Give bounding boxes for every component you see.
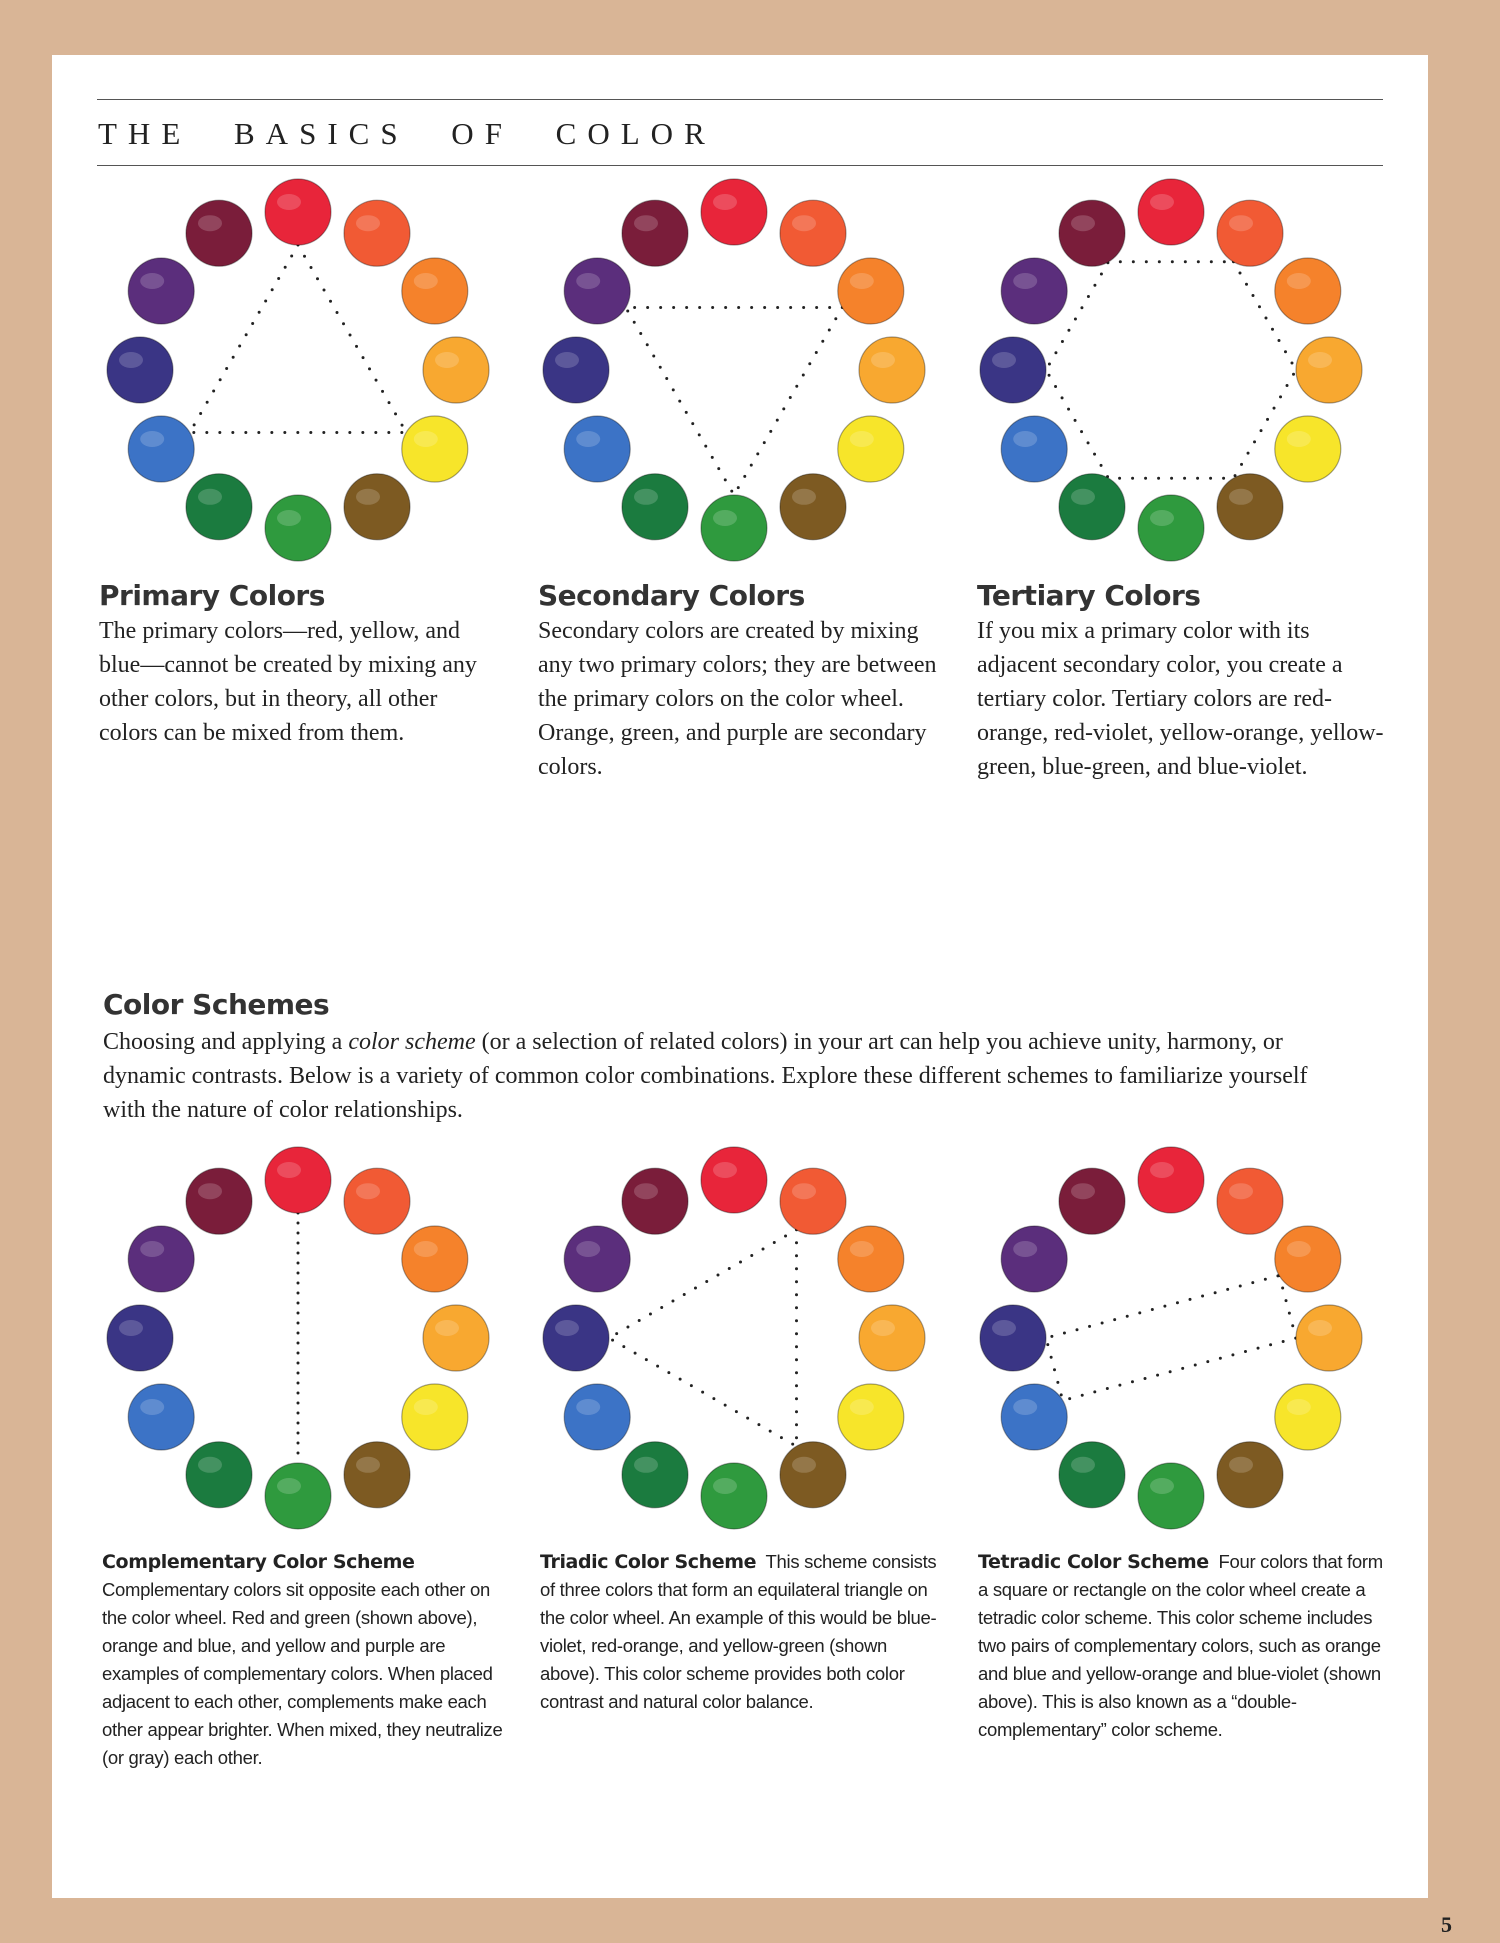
swatch-highlight [1013,1399,1037,1415]
swatch-yellow [1275,1384,1341,1450]
secondary-colors-text: Secondary colors are created by mixing any two primary colors; they are between the primary colors on the color wheel. Orange, green, and purple are secondary colors. [538,618,937,780]
tertiary-colors-title: Tertiary Colors [977,579,1201,612]
swatch-brown [1217,474,1283,540]
swatch-highlight [1229,1457,1253,1473]
swatch-yellow [838,416,904,482]
header-rule-top [97,99,1383,100]
swatch-highlight [356,489,380,505]
secondary-colors-block [538,579,948,784]
swatch-highlight [992,352,1016,368]
swatch-highlight [1150,1478,1174,1494]
swatch-brown [344,474,410,540]
triadic-title: Triadic Color Scheme [540,1551,757,1573]
swatch-red-violet [1059,200,1125,266]
swatch-highlight [713,1162,737,1178]
swatch-yellow-orange [1296,1305,1362,1371]
tetradic-title: Tetradic Color Scheme [978,1551,1209,1573]
swatch-highlight [277,1162,301,1178]
swatch-highlight [414,1241,438,1257]
swatch-highlight [576,431,600,447]
swatch-highlight [850,431,874,447]
swatch-highlight [1071,215,1095,231]
swatch-highlight [576,273,600,289]
swatch-highlight [1287,1399,1311,1415]
swatch-highlight [198,215,222,231]
swatch-highlight [850,1241,874,1257]
swatch-yellow [402,416,468,482]
color-wheel-primary [98,180,518,560]
swatch-violet [1001,258,1067,324]
swatch-highlight [1013,431,1037,447]
swatch-highlight [634,215,658,231]
triadic-caption [540,1548,945,1716]
swatch-violet [1001,1226,1067,1292]
swatch-green [186,1442,252,1508]
swatch-highlight [1071,489,1095,505]
swatch-yellow-green [701,495,767,561]
dotted-connector [609,1230,797,1447]
intro-text-end: (or a selection of related colors) in your art can help you achieve unity, harmony, or dynamic contrasts. Below is a variety of common color combinations. Explore these different schemes to familiarize yourself with the nature of color relationships. [103,1029,1308,1123]
swatch-highlight [555,352,579,368]
swatch-highlight [1287,431,1311,447]
swatch-highlight [1013,1241,1037,1257]
swatch-highlight [198,1457,222,1473]
swatch-highlight [634,489,658,505]
swatch-highlight [277,510,301,526]
swatch-highlight [1150,194,1174,210]
swatch-highlight [576,1241,600,1257]
swatch-blue-violet [107,337,173,403]
primary-colors-title: Primary Colors [99,579,325,612]
swatch-highlight [277,1478,301,1494]
color-wheel-triadic [534,1148,954,1528]
swatch-highlight [1071,1183,1095,1199]
swatch-highlight [871,1320,895,1336]
color-wheel-tertiary [971,180,1391,560]
swatch-red [265,1147,331,1213]
swatch-yellow [838,1384,904,1450]
swatch-highlight [634,1183,658,1199]
swatch-highlight [414,273,438,289]
swatch-highlight [119,1320,143,1336]
swatch-highlight [850,1399,874,1415]
swatch-highlight [1229,215,1253,231]
swatch-highlight [713,1478,737,1494]
triadic-text: This scheme consists of three colors that form an equilateral triangle on the color wheel. An example of this would be blue-violet, red-orange, and yellow-green (shown above). This color scheme provides both color contrast and natural color balance. [540,1551,937,1712]
swatch-highlight [356,215,380,231]
primary-colors-text: The primary colors—red, yellow, and blue—cannot be created by mixing any other colors, but in theory, all other colors can be mixed from them. [99,618,477,746]
swatch-highlight [435,1320,459,1336]
swatch-highlight [871,352,895,368]
complementary-caption [102,1548,517,1772]
swatch-highlight [792,1183,816,1199]
swatch-yellow [402,1384,468,1450]
swatch-highlight [1150,1162,1174,1178]
tetradic-text: Four colors that form a square or rectangle on the color wheel create a tetradic color scheme. This color scheme includes two pairs of complementary colors, such as orange and blue and yellow-orange and blue-violet (shown above). This is also known as a “double-complementary” color scheme. [978,1551,1383,1740]
swatch-highlight [435,352,459,368]
swatch-yellow-orange [1296,337,1362,403]
intro-text-start: Choosing and applying a [103,1029,349,1055]
swatch-highlight [140,273,164,289]
swatch-yellow-orange [859,337,925,403]
swatch-green [622,1442,688,1508]
swatch-violet [128,1226,194,1292]
swatch-yellow-green [265,495,331,561]
swatch-green [622,474,688,540]
swatch-orange [402,1226,468,1292]
dotted-connector [1046,1276,1296,1401]
swatch-orange [838,258,904,324]
swatch-blue-violet [543,1305,609,1371]
swatch-blue [1001,1384,1067,1450]
dotted-connector [1046,262,1296,479]
primary-colors-block [99,579,499,750]
swatch-violet [564,258,630,324]
page-header: THE BASICS OF COLOR [98,116,716,151]
swatch-red-orange [1217,200,1283,266]
swatch-brown [780,474,846,540]
swatch-red-violet [622,200,688,266]
swatch-blue [564,1384,630,1450]
swatch-brown [1217,1442,1283,1508]
swatch-red-violet [1059,1168,1125,1234]
page-number: 5 [1441,1912,1452,1937]
tertiary-colors-block [977,579,1387,784]
swatch-yellow-orange [423,337,489,403]
swatch-red [1138,1147,1204,1213]
swatch-yellow-green [1138,495,1204,561]
swatch-red-violet [622,1168,688,1234]
swatch-red-orange [780,1168,846,1234]
secondary-colors-title: Secondary Colors [538,579,805,612]
swatch-highlight [119,352,143,368]
swatch-highlight [576,1399,600,1415]
swatch-orange [402,258,468,324]
swatch-highlight [1071,1457,1095,1473]
swatch-red-orange [344,1168,410,1234]
swatch-highlight [850,273,874,289]
swatch-highlight [992,1320,1016,1336]
swatch-yellow-green [1138,1463,1204,1529]
swatch-highlight [1013,273,1037,289]
swatch-red [265,179,331,245]
swatch-orange [1275,1226,1341,1292]
swatch-highlight [792,1457,816,1473]
swatch-highlight [414,431,438,447]
swatch-yellow-green [701,1463,767,1529]
swatch-highlight [1287,1241,1311,1257]
swatch-red-violet [186,200,252,266]
complementary-title: Complementary Color Scheme [102,1551,415,1573]
swatch-red-violet [186,1168,252,1234]
swatch-red-orange [780,200,846,266]
color-wheel-tetradic [971,1148,1391,1528]
swatch-red-orange [344,200,410,266]
complementary-text: Complementary colors sit opposite each other on the color wheel. Red and green (shown above), orange and blue, and yellow and purple are examples of complementary colors. When placed adjacent to each other, complements make each other appear brighter. When mixed, they neutralize (or gray) each other. [102,1579,503,1768]
swatch-green [1059,1442,1125,1508]
swatch-yellow-orange [423,1305,489,1371]
swatch-blue [564,416,630,482]
swatch-highlight [555,1320,579,1336]
swatch-blue-violet [543,337,609,403]
color-schemes-intro [103,1025,1353,1127]
swatch-blue [128,1384,194,1450]
swatch-highlight [634,1457,658,1473]
swatch-highlight [414,1399,438,1415]
swatch-violet [128,258,194,324]
tertiary-colors-text: If you mix a primary color with its adjacent secondary color, you create a tertiary color. Tertiary colors are red-orange, red-violet, yellow-orange, yellow-green, blue-green, and blue-violet. [977,618,1384,780]
color-schemes-title: Color Schemes [103,988,330,1021]
swatch-highlight [1229,489,1253,505]
swatch-red [701,179,767,245]
swatch-highlight [198,489,222,505]
swatch-yellow [1275,416,1341,482]
swatch-green [1059,474,1125,540]
swatch-orange [838,1226,904,1292]
swatch-highlight [140,1399,164,1415]
dotted-connector [626,308,843,496]
swatch-green [186,474,252,540]
swatch-highlight [277,194,301,210]
swatch-brown [344,1442,410,1508]
swatch-blue-violet [980,337,1046,403]
swatch-highlight [1287,273,1311,289]
swatch-brown [780,1442,846,1508]
swatch-highlight [1308,352,1332,368]
swatch-highlight [198,1183,222,1199]
swatch-highlight [1229,1183,1253,1199]
swatch-highlight [140,1241,164,1257]
swatch-highlight [713,194,737,210]
swatch-highlight [792,489,816,505]
swatch-highlight [1150,510,1174,526]
color-wheel-secondary [534,180,954,560]
swatch-blue [1001,416,1067,482]
swatch-highlight [1308,1320,1332,1336]
color-wheel-complementary [98,1148,518,1528]
swatch-highlight [713,510,737,526]
swatch-orange [1275,258,1341,324]
swatch-red [1138,179,1204,245]
swatch-blue-violet [980,1305,1046,1371]
color-schemes-section [103,988,1353,1127]
swatch-blue-violet [107,1305,173,1371]
swatch-red [701,1147,767,1213]
tetradic-caption [978,1548,1393,1744]
swatch-yellow-green [265,1463,331,1529]
swatch-yellow-orange [859,1305,925,1371]
intro-term: color scheme [348,1029,476,1055]
swatch-violet [564,1226,630,1292]
dotted-connector [190,245,407,433]
swatch-highlight [792,215,816,231]
swatch-highlight [140,431,164,447]
swatch-blue [128,416,194,482]
swatch-red-orange [1217,1168,1283,1234]
swatch-highlight [356,1183,380,1199]
swatch-highlight [356,1457,380,1473]
header-rule-bottom [97,165,1383,166]
